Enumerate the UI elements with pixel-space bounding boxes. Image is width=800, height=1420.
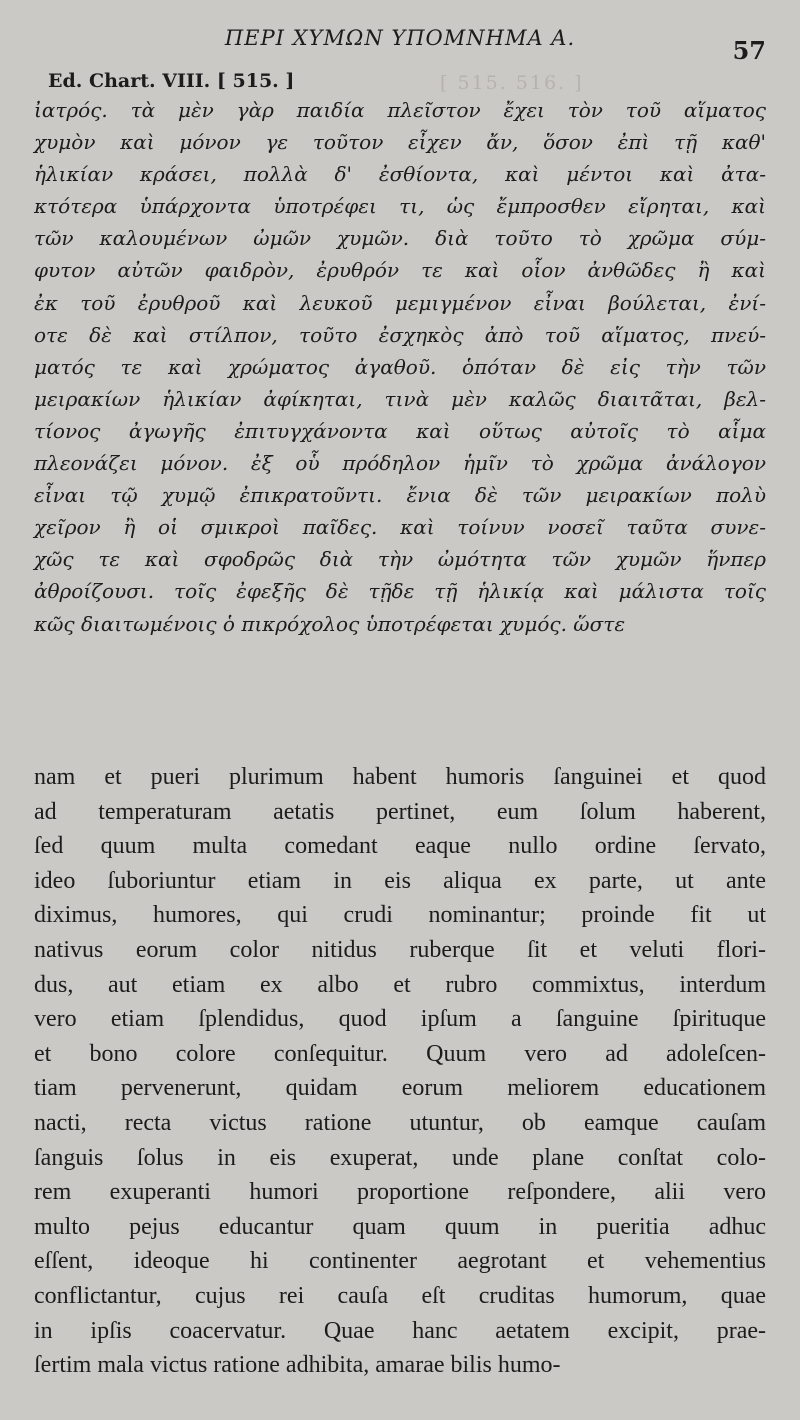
latin-text-line: eſſent, ideoque hi continenter aegrotant et vehementius [34,1248,766,1275]
latin-text-line: ſertim mala victus ratione adhibita, amarae bilis humo- [34,1352,561,1379]
greek-text-line: μειρακίων ἡλικίαν ἀφίκηται, τινὰ μὲν καλῶς διαιτᾶται, βελ- [34,386,766,411]
greek-text-line: κτότερα ὑπάρχοντα ὑποτρέφει τι, ὡς ἔμπροσθεν εἴρηται, καὶ [34,194,766,219]
latin-text-line: conflictantur, cujus rei cauſa eſt cruditas humorum, quae [34,1282,766,1309]
latin-text-line: tiam pervenerunt, quidam eorum meliorem educationem [34,1075,766,1102]
running-title: ΠΕΡΙ ΧΥΜΩΝ ΥΠΟΜΝΗΜΑ Α. [224,26,576,50]
latin-text-line: in ipſis coacervatur. Quae hanc aetatem excipit, prae- [34,1317,766,1344]
latin-text-line: vero etiam ſplendidus, quod ipſum a ſanguine ſpirituque [34,1006,766,1033]
latin-text-line: ſanguis ſolus in eis exuperat, unde plane conſtat colo- [34,1144,766,1171]
latin-text-line: ideo ſuboriuntur etiam in eis aliqua ex parte, ut ante [34,867,766,894]
latin-text-line: ad temperaturam aetatis pertinet, eum ſolum haberent, [34,798,766,825]
greek-text-block [34,94,766,640]
latin-text-line: ſed quum multa comedant eaque nullo ordine ſervato, [34,833,766,860]
greek-text-line: χῶς τε καὶ σφοδρῶς διὰ τὴν ὠμότητα τῶν χυμῶν ἥνπερ [34,547,766,572]
greek-text-line: πλεονάζει μόνον. ἐξ οὗ πρόδηλον ἡμῖν τὸ χρῶμα ἀνάλογον [34,451,766,476]
show-through-reference: [ 515. 516. ] [440,72,584,94]
greek-text-line: τίονος ἀγωγῆς ἐπιτυγχάνοντα καὶ οὕτως αὐτοῖς τὸ αἷμα [34,418,766,443]
greek-text-line: χυμὸν καὶ μόνον γε τοῦτον εἶχεν ἄν, ὅσον ἐπὶ τῇ καθ' [34,130,766,155]
greek-text-line: ἰατρός. τὰ μὲν γὰρ παιδία πλεῖστον ἔχει τὸν τοῦ αἵματος [34,98,766,122]
greek-text-line: εἶναι τῷ χυμῷ ἐπικρατοῦντι. ἔνια δὲ τῶν μειρακίων πολὺ [34,483,766,508]
latin-text-line: dus, aut etiam ex albo et rubro commixtus, interdum [34,971,766,998]
latin-text-line: nam et pueri plurimum habent humoris ſanguinei et quod [34,764,766,790]
greek-text-line: ματός τε καὶ χρώματος ἀγαθοῦ. ὁπόταν δὲ εἰς τὴν τῶν [34,354,766,379]
latin-text-block [34,760,766,1383]
greek-text-line: χεῖρον ἢ οἱ σμικροὶ παῖδες. καὶ τοίνυν νοσεῖ ταῦτα συνε- [34,515,766,540]
edition-reference: Ed. Chart. VIII. [ 515. ] [48,70,295,92]
latin-text-line: diximus, humores, qui crudi nominantur; proinde fit ut [34,902,766,929]
greek-text-line: ἡλικίαν κράσει, πολλὰ δ' ἐσθίοντα, καὶ μέντοι καὶ ἀτα- [34,162,766,187]
latin-text-line: multo pejus educantur quam quum in pueritia adhuc [34,1213,766,1240]
greek-text-line: ἐκ τοῦ ἐρυθροῦ καὶ λευκοῦ μεμιγμένον εἶναι βούλεται, ἐνί- [34,290,766,315]
latin-text-line: nacti, recta victus ratione utuntur, ob eamque cauſam [34,1109,766,1136]
greek-text-line: τῶν καλουμένων ὠμῶν χυμῶν. διὰ τοῦτο τὸ χρῶμα σύμ- [34,226,766,251]
latin-text-line: nativus eorum color nitidus ruberque ſit et veluti flori- [34,936,766,963]
latin-text-line: et bono colore conſequitur. Quum vero ad adoleſcen- [34,1040,766,1067]
greek-text-line: οτε δὲ καὶ στίλπον, τοῦτο ἐσχηκὸς ἀπὸ τοῦ αἵματος, πνεύ- [34,322,766,347]
greek-text-line: κῶς διαιτωμένοις ὁ πικρόχολος ὑποτρέφεται χυμός. ὥστε [34,611,626,636]
greek-text-line: φυτον αὐτῶν φαιδρὸν, ἐρυθρόν τε καὶ οἷον ἀνθῶδες ἢ καὶ [34,258,766,283]
greek-text-line: ἀθροίζουσι. τοῖς ἐφεξῆς δὲ τῇδε τῇ ἡλικίᾳ καὶ μάλιστα τοῖς [34,579,766,604]
latin-text-line: rem exuperanti humori proportione reſpondere, alii vero [34,1179,766,1206]
page-number: 57 [732,36,766,65]
